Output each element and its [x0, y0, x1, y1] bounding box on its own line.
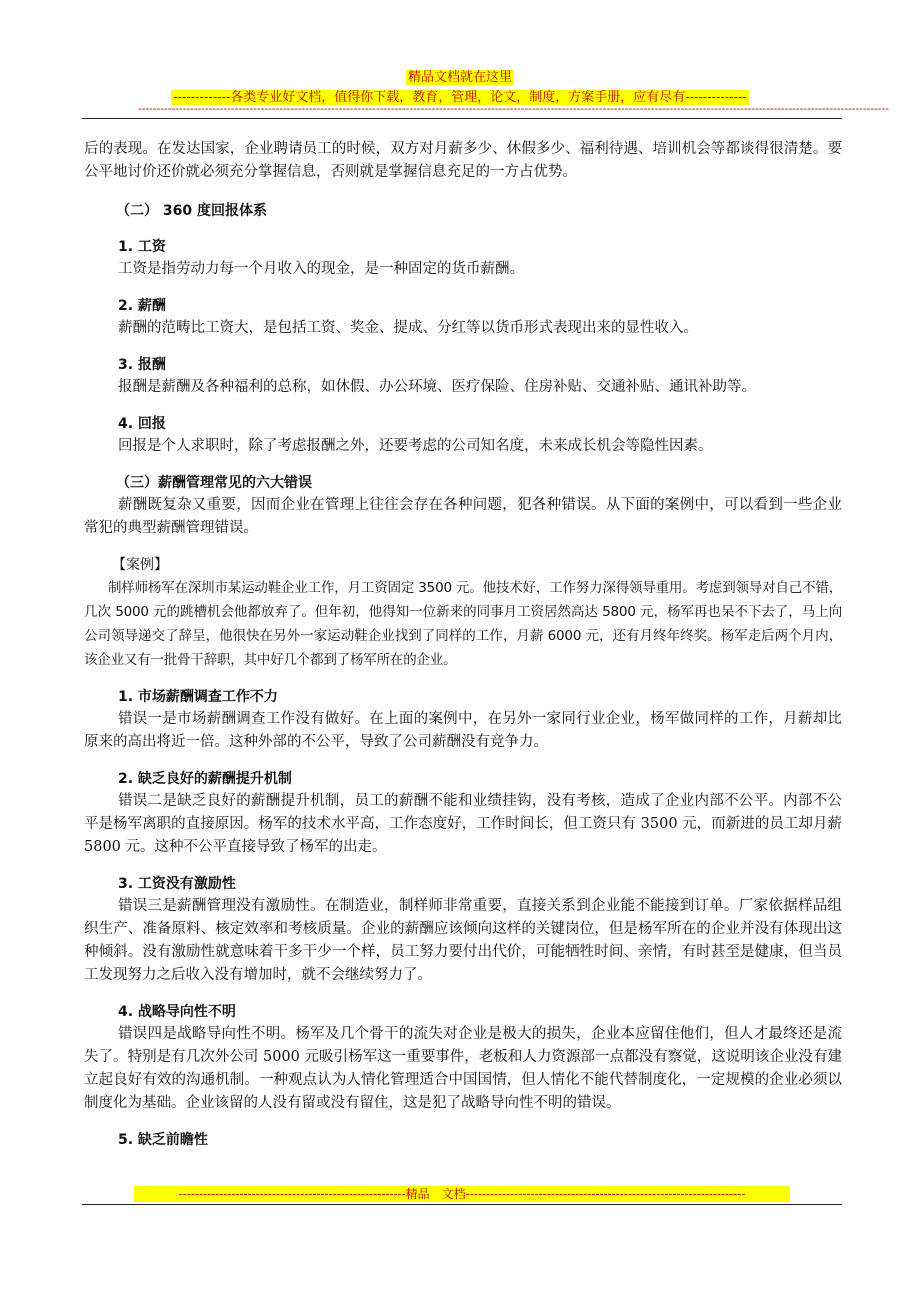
case-label: 【案例】 [112, 557, 168, 573]
intro-paragraph: 后的表现。在发达国家，企业聘请员工的时候，双方对月薪多少、休假多少、福利待遇、培训机会等都谈得很清楚。要公平地讨价还价就必须充分掌握信息，否则就是掌握信息充足的一方占优势。 [84, 141, 842, 180]
item-3-text: 报酬是薪酬及各种福利的总称，如休假、办公环境、医疗保险、住房补贴、交通补贴、通讯补助等。 [118, 379, 756, 395]
error-1-title: 1. 市场薪酬调查工作不力 [118, 689, 278, 705]
footer-banner: --------------------------------------------------------精品 文档--------------------------------------------------------------------- [134, 1186, 790, 1202]
item-1-text: 工资是指劳动力每一个月收入的现金，是一种固定的货币薪酬。 [118, 261, 524, 277]
section-2-heading: （二） 360 度回报体系 [116, 203, 267, 219]
error-3-text: 错误三是薪酬管理没有激励性。在制造业，制样师非常重要，直接关系到企业能不能接到订单。厂家依据样品组织生产、准备原料、核定效率和考核质量。企业的薪酬应该倾向这样的关键岗位，但是杨军所在的企业并没有体现出这种倾斜。没有激励性就意味着干多干少一个样，员工努力要付出代价，可能牺牲时间、亲情，有时甚至是健康，但当员工发现努力之后收入没有增加时，就不会继续努力了。 [84, 898, 842, 983]
error-4-text: 错误四是战略导向性不明。杨军及几个骨干的流失对企业是极大的损失，企业本应留住他们，但人才最终还是流失了。特别是有几次外公司 5000 元吸引杨军这一重要事件，老板和人力资源部一点都没有察觉，这说明该企业没有建立起良好有效的沟通机制。一种观点认为人情化管理适合中国国情，但人情化不能代替制度化，一定规模的企业必须以制度化为基础。企业该留的人没有留或没有留住，这是犯了战略导向性不明的错误。 [84, 1026, 842, 1111]
error-4-title: 4. 战略导向性不明 [118, 1004, 236, 1020]
item-1-title: 1. 工资 [118, 239, 166, 255]
header-rule [82, 118, 842, 119]
section-3-heading: （三）薪酬管理常见的六大错误 [116, 475, 312, 491]
error-3-title: 3. 工资没有激励性 [118, 876, 236, 892]
item-4-title: 4. 回报 [118, 416, 166, 432]
item-3-title: 3. 报酬 [118, 357, 166, 373]
footer-rule [82, 1204, 842, 1205]
error-2-title: 2. 缺乏良好的薪酬提升机制 [118, 771, 292, 787]
document-body [84, 138, 842, 1151]
header-dash-line: ---------------------------------------------------------------------------------------------------------------------------------------------------------------------------------------------------------- [138, 102, 889, 115]
item-2-title: 2. 薪酬 [118, 298, 166, 314]
error-5-title: 5. 缺乏前瞻性 [118, 1132, 208, 1148]
header-subtitle: -------------各类专业好文档，值得你下载，教育，管理，论文，制度，方案手册，应有尽有-------------- [173, 90, 747, 105]
error-2-text: 错误二是缺乏良好的薪酬提升机制，员工的薪酬不能和业绩挂钩，没有考核，造成了企业内部不公平。内部不公平是杨军离职的直接原因。杨军的技术水平高，工作态度好，工作时间长，但工资只有 3500 元，而新进的员工却月薪 5800 元。这种不公平直接导致了杨军的出走。 [84, 793, 842, 855]
header-title: 精品文档就在这里 [407, 70, 512, 85]
item-2-text: 薪酬的范畴比工资大，是包括工资、奖金、提成、分红等以货币形式表现出来的显性收入。 [118, 320, 698, 336]
section-3-intro: 薪酬既复杂又重要，因而企业在管理上往往会存在各种问题，犯各种错误。从下面的案例中，可以看到一些企业常犯的典型薪酬管理错误。 [84, 497, 842, 536]
case-paragraph: 制样师杨军在深圳市某运动鞋企业工作，月工资固定 3500 元。他技术好，工作努力深得领导重用。考虑到领导对自己不错，几次 5000 元的跳槽机会他都放弃了。但年初，他得知一位新来的同事月工资居然高达 5800 元，杨军再也呆不下去了，马上向公司领导递交了辞呈，他很快在另外一家运动鞋企业找到了同样的工作，月薪 6000 元，还有月终年终奖。杨军走后两个月内，该企业又有一批骨干辞职，其中好几个都到了杨军所在的企业。 [84, 580, 842, 668]
item-4-text: 回报是个人求职时，除了考虑报酬之外，还要考虑的公司知名度，未来成长机会等隐性因素。 [118, 438, 713, 454]
error-1-text: 错误一是市场薪酬调查工作没有做好。在上面的案例中，在另外一家同行业企业，杨军做同样的工作，月薪却比原来的高出将近一倍。这种外部的不公平，导致了公司薪酬没有竞争力。 [84, 711, 842, 750]
